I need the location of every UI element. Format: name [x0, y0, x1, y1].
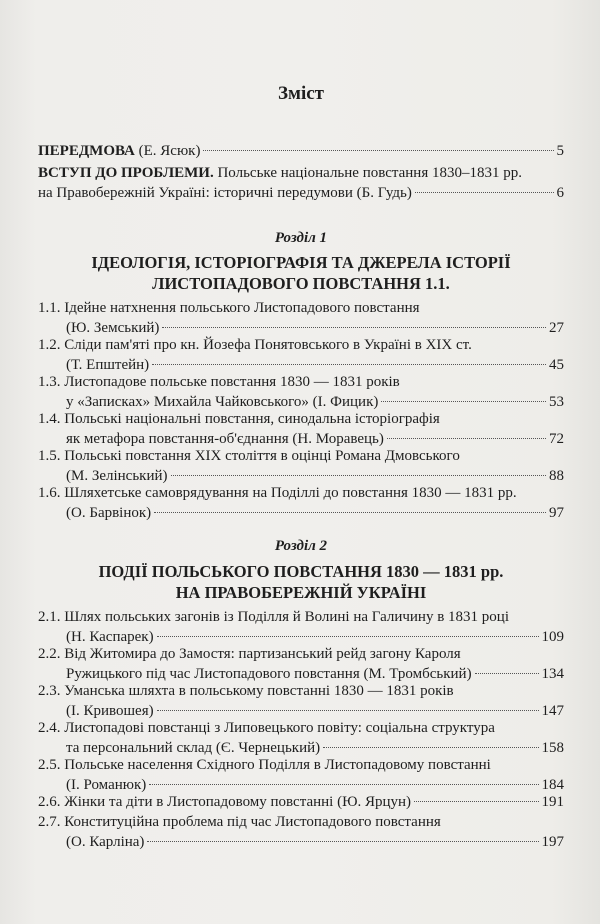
dot-leader	[171, 475, 546, 476]
page-number: 197	[541, 834, 564, 850]
entry-author: (О. Барвінок)	[66, 505, 152, 521]
toc-entry	[38, 681, 564, 721]
page-number: 147	[541, 703, 564, 719]
page-number: 184	[541, 777, 564, 793]
toc-entry	[38, 335, 564, 375]
toc-entry	[38, 372, 564, 412]
entry-author: (І. Романюк)	[66, 777, 147, 793]
entry-heading: ВСТУП ДО ПРОБЛЕМИ.	[38, 165, 214, 181]
dot-leader	[415, 192, 554, 193]
dot-leader	[203, 150, 553, 151]
dot-leader	[157, 710, 539, 711]
entry-title: 2.1. Шлях польських загонів із Поділля й Волині на Галичину в 1831 році	[38, 609, 509, 625]
entry-author: (Ю. Земський)	[66, 320, 160, 336]
entry-title: 2.5. Польське населення Східного Поділля в Листопадовому повстанні	[38, 757, 491, 773]
entry-text: на Правобережній Україні: історичні передумови (Б. Гудь)	[38, 185, 412, 201]
entry-title: 2.7. Конституційна проблема під час Листопадового повстання	[38, 814, 441, 830]
entry-heading: ПЕРЕДМОВА	[38, 143, 135, 159]
page-number: 53	[549, 394, 564, 410]
toc-entry	[38, 409, 564, 449]
entry-title: 2.2. Від Житомира до Замостя: партизанський рейд загону Кароля	[38, 646, 461, 662]
toc-entry	[38, 446, 564, 486]
entry-author: (Н. Каспарек)	[66, 629, 154, 645]
entry-title: 2.4. Листопадові повстанці з Липовецького повіту: соціальна структура	[38, 720, 495, 736]
section-2-title-line-1: ПОДІЇ ПОЛЬСЬКОГО ПОВСТАННЯ 1830 — 1831 рр.	[98, 562, 504, 581]
page-number: 88	[549, 468, 564, 484]
toc-entry	[38, 755, 564, 795]
section-1-label: Розділ 1	[274, 230, 328, 246]
toc-entry	[38, 792, 564, 812]
entry-author: (Е. Ясюк)	[134, 143, 201, 159]
entry-author: (Т. Епштейн)	[66, 357, 150, 373]
toc-entry-introduction	[38, 163, 564, 203]
entry-author: та персональний склад (Є. Чернецький)	[66, 740, 321, 756]
page-number: 27	[549, 320, 564, 336]
toc-entry	[38, 483, 564, 523]
page-number: 134	[541, 666, 564, 682]
dot-leader	[147, 841, 538, 842]
page-number: 109	[541, 629, 564, 645]
section-1-title-line-1: ІДЕОЛОГІЯ, ІСТОРІОГРАФІЯ ТА ДЖЕРЕЛА ІСТОРІЇ	[91, 253, 511, 272]
entry-author: (І. Кривошея)	[66, 703, 154, 719]
page-number: 45	[549, 357, 564, 373]
dot-leader	[323, 747, 538, 748]
dot-leader	[157, 636, 539, 637]
entry-title: 1.6. Шляхетське самоврядування на Поділлі до повстання 1830 — 1831 рр.	[38, 485, 517, 501]
entry-title: 1.3. Листопадове польське повстання 1830 — 1831 років	[38, 374, 400, 390]
page-number: 158	[541, 740, 564, 756]
section-2-label: Розділ 2	[274, 538, 328, 554]
dot-leader	[162, 327, 546, 328]
dot-leader	[387, 438, 546, 439]
toc-entry	[38, 812, 564, 852]
toc-entry	[38, 298, 564, 338]
page-number: 97	[549, 505, 564, 521]
entry-author: у «Записках» Михайла Чайковського» (І. Фицик)	[66, 394, 379, 410]
dot-leader	[154, 512, 546, 513]
toc-entry	[38, 607, 564, 647]
entry-author: (М. Зелінський)	[66, 468, 168, 484]
dot-leader	[381, 401, 546, 402]
page-number: 5	[556, 143, 564, 159]
entry-title: 2.6. Жінки та діти в Листопадовому повстанні (Ю. Ярцун)	[38, 794, 412, 810]
entry-title: 1.1. Ідейне натхнення польського Листопадового повстання	[38, 300, 420, 316]
toc-entry	[38, 718, 564, 758]
page-number: 6	[556, 185, 564, 201]
section-1-title-line-2: ЛИСТОПАДОВОГО ПОВСТАННЯ 1.1.	[152, 274, 450, 293]
entry-title: 1.2. Сліди пам'яті про кн. Йозефа Понятовського в Україні в XIX ст.	[38, 337, 472, 353]
entry-author: (О. Карліна)	[66, 834, 145, 850]
dot-leader	[152, 364, 546, 365]
entry-author: Ружицького під час Листопадового повстання (М. Тромбський)	[66, 666, 472, 682]
entry-author: як метафора повстання-об'єднання (Н. Моравець)	[66, 431, 384, 447]
dot-leader	[149, 784, 538, 785]
entry-title: 2.3. Уманська шляхта в польському повстанні 1830 — 1831 років	[38, 683, 454, 699]
section-2-title-line-2: НА ПРАВОБЕРЕЖНІЙ УКРАЇНІ	[175, 583, 427, 602]
dot-leader	[414, 801, 538, 802]
toc-entry-foreword	[38, 141, 564, 161]
dot-leader	[475, 673, 539, 674]
toc-entry	[38, 644, 564, 684]
entry-title: 1.4. Польські національні повстання, синодальна історіографія	[38, 411, 440, 427]
entry-title: 1.5. Польські повстання XIX століття в оцінці Романа Дмовського	[38, 448, 460, 464]
page-number: 191	[541, 794, 564, 810]
page-title: Зміст	[277, 83, 324, 104]
page-number: 72	[549, 431, 564, 447]
entry-text: Польське національне повстання 1830–1831 рр.	[213, 165, 522, 181]
